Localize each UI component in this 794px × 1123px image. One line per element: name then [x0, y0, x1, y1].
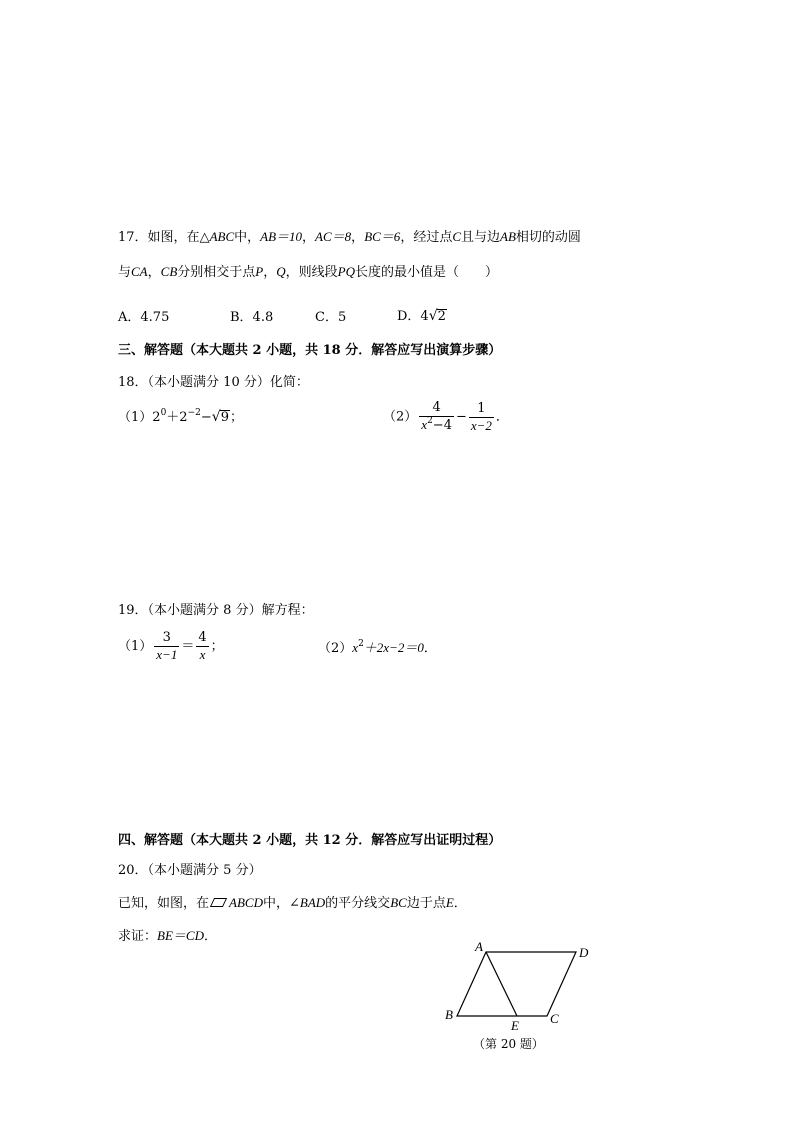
vertex-label-d: D: [579, 945, 589, 960]
q17-number: 17．: [118, 230, 148, 245]
bisector-ae: [486, 952, 517, 1016]
q17-line2: 与CA，CB分别相交于点P，Q，则线段PQ长度的最小值是（ ）: [118, 264, 499, 280]
q20-figure: [440, 935, 600, 1060]
triangle-symbol: △: [199, 230, 210, 245]
q17-option-c[interactable]: C．5: [315, 310, 347, 325]
vertex-label-b: B: [445, 1007, 453, 1022]
q19-title: 19．（本小题满分 8 分）解方程：: [118, 603, 314, 618]
q17-option-a[interactable]: A．4.75: [118, 310, 170, 325]
vertex-label-c: C: [550, 1011, 559, 1026]
q17-option-d[interactable]: D．4√2: [397, 308, 446, 324]
q18-part2: （2） $\frac{4}{x^2-4}$ − $\frac{1}{x-2}$ ．: [383, 400, 509, 433]
q20-title: 20．（本小题满分 5 分）: [118, 863, 262, 878]
q20-line1: 已知，如图，在 ABCD中，∠BAD的平分线交BC边于点E．: [118, 895, 467, 911]
fraction-1: $\frac{3}{x-1}$: [156, 630, 178, 662]
sqrt-symbol: √: [211, 409, 221, 425]
q17-line1: 17．如图，在△ABC中，AB＝10，AC＝8，BC＝6，经过点C且与边AB相切的动圆: [118, 229, 581, 245]
section4-heading: 四、解答题（本大题共 2 小题，共 12 分．解答应写出证明过程）: [118, 833, 502, 848]
q19-part2: $(2)x^2+2x-2=0$．: [318, 639, 437, 656]
vertex-label-a: A: [475, 939, 483, 954]
q20-line2: 求证：BE＝CD．: [118, 928, 217, 944]
sqrt-symbol: √: [428, 308, 438, 324]
fraction-2: $\frac{4}{x}$: [198, 630, 207, 662]
section3-heading: 三、解答题（本大题共 2 小题，共 18 分．解答应写出演算步骤）: [118, 343, 502, 358]
fraction-2: $\frac{1}{x-2}$: [470, 400, 492, 433]
figure-caption: （第 20 题）: [473, 1037, 544, 1051]
fraction-1: $\frac{4}{x^2-4}$: [421, 400, 452, 433]
q18-title: 18．（本小题满分 10 分）化简：: [118, 375, 309, 390]
parallelogram-icon: [210, 898, 227, 907]
vertex-label-e: E: [511, 1018, 519, 1033]
parallelogram-abcd: [457, 952, 576, 1016]
q18-part1: $(1)2^0+2^{-2}-√9$；: [118, 408, 243, 425]
q19-part1: （1） $\frac{3}{x-1}$ ＝ $\frac{4}{x}$ ；: [118, 630, 224, 662]
q17-option-b[interactable]: B．4.8: [230, 310, 274, 325]
